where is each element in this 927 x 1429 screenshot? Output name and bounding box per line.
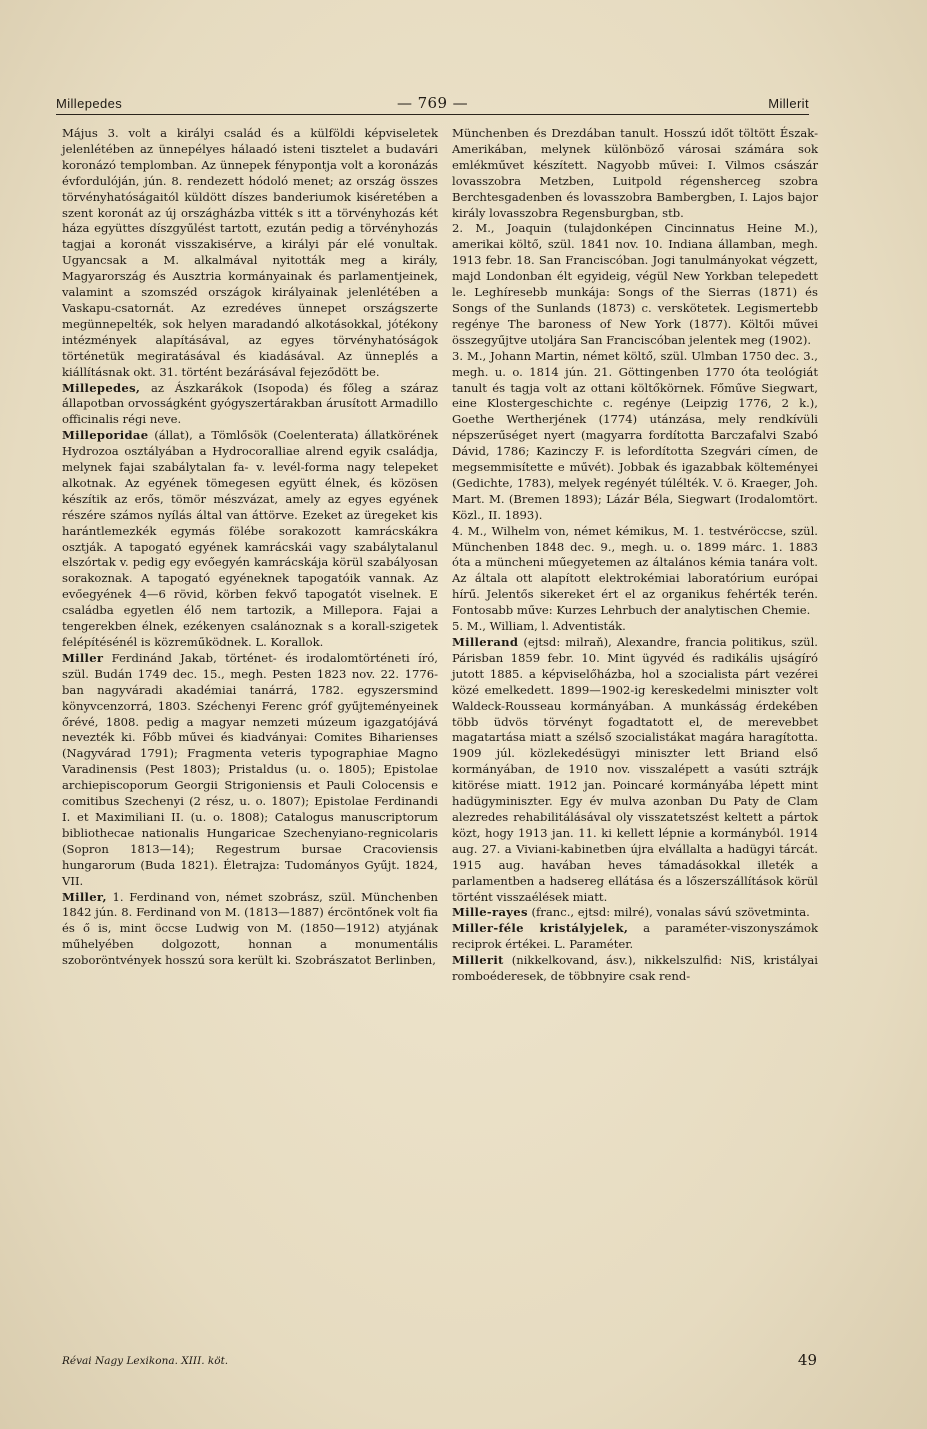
header-right-keyword: Millerit [768,96,809,111]
footer-volume: Révai Nagy Lexikona. XIII. köt. [62,1355,229,1367]
entry-headword: Miller-féle kristályjelek, [452,921,629,936]
entry-text: (állat), a Tömlősök (Coelenterata) állatkörének Hydrozoa osztályában a Hydrocoralliae alrend egyik családja, melynek fajai szabálytalan fa- v. levél-forma nagy telepeket alkotnak. Az egyének tömegesen együtt élnek, és közösen készítik az erős, tömör mészvázat, amely az egyes egyének részére számos nyílás által van áttörve. Ezeket az üregeket kis harántlemezkék egymás fölébe sorakozott kamrácskákra osztják. A tapogató egyének kamrácskái vagy szabálytalanul elszórtak v. pedig egy evőegyén kamrácskája körül szabályosan sorakoznak. A tapogató egyéneknek tapogatóik vannak. Az evőegyének 4—6 rövid, körben fekvő tapogatót viselnek. E családba egyetlen élő nem tartozik, a Millepora. Fajai a tengerekben élnek, ezékenyen csalánoznak s a korall-szigetek felépítésénél is közreműködnek. L. Korallok. [62,428,438,649]
entry-text: (nikkelkovand, ásv.), nikkelszulfid: NiS, kristályai romboéderesek, de többnyire csak rend- [452,953,818,984]
entry-paragraph [452,524,818,619]
entry-text: 2. M., Joaquin (tulajdonképen Cincinnatus Heine M.), amerikai költő, szül. 1841 nov. 10. Indiana államban, megh. 1913 febr. 18. San Franciscóban. Jogi tanulmányokat végzett, majd Londonban élt egyideig, végül New Yorkban telepedett le. Leghíresebb munkája: Songs of the Sierras (1871) és Songs of the Sunlands (1873) c. verskötetek. Legismertebb regénye The baroness of New York (1877). Költői művei összegyűjtve utoljára San Franciscóban jelentek meg (1902). [452,221,818,347]
entry-text: 3. M., Johann Martin, német költő, szül. Ulmban 1750 dec. 3., megh. u. o. 1814 jún. 21. Göttingenben 1770 óta teológiát tanult és tagja volt az ottani költőkörnek. Főműve Siegwart, eine Klostergeschichte c. regénye (Leipzig 1776, 2 k.), Goethe Wertherjének (1774) utánzása, mely rendkívüli népszerűséget nyert (magyarra fordította Barczafalvi Szabó Dávid, 1786; Kazinczy F. is lefordította Szegvári címen, de megsemmisítette e művét). Jobbak és igazabbak költeményei (Gedichte, 1783), melyek regényét túlélték. V. ö. Kraeger, Joh. Mart. M. (Bremen 1893); Lázár Béla, Siegwart (Irodalomtört. Közl., II. 1893). [452,348,818,522]
entry-paragraph [62,428,438,651]
entry-text: 1. Ferdinand von, német szobrász, szül. Münchenben 1842 jún. 8. Ferdinand von M. (1813—1887) ércöntőnek volt fia és ő is, mint öccse Ludwig von M. (1850—1912) atyjának műhelyében dolgozott, honnan a monumentális szoboröntvények hosszú sora került ki. Szobrászatot Berlinben, [62,889,438,968]
entry-paragraph [452,953,818,985]
entry-headword: Millepedes, [62,380,141,395]
header-left-keyword: Millepedes [56,96,123,111]
entry-text: (ejtsd: milraň), Alexandre, francia politikus, szül. Párisban 1859 febr. 10. Mint ügyvéd és radikális ujságíró jutott 1885. a képviselőházba, hol a szocialista párt vezérei közé emelkedett. 1899—1902-ig kereskedelmi miniszter volt Waldeck-Rousseau kormányában. A munkásság érdekében több üdvös törvényt fogadtatott el, de merevebbet magatartása miatt a szélső szocialistákat magára haragította. 1909 júl. közlekedésügyi miniszter lett Briand első kormányában, de 1910 nov. visszalépett a vasúti sztrájk kitörése miatt. 1912 jan. Poincaré kormányába lépett mint hadügyminiszter. Egy év mulva azonban Du Paty de Clam alezredes rehabilitálásával oly visszatetszést keltett a pártok közt, hogy 1913 jan. 11. ki kellett lépnie a kormányból. 1914 aug. 27. a Viviani-kabinetben újra elvállalta a hadügyi tárcát. 1915 aug. havában heves támadásokkal illeték a parlamentben a hadsereg ellátása és a lőszerszállítások körül történt visszaélések miatt. [452,635,818,904]
entry-text: Ferdinánd Jakab, történet- és irodalomtörténeti író, szül. Budán 1749 dec. 15., megh. Pesten 1823 nov. 22. 1776-ban nagyváradi akadémiai tanárrá, 1782. egyszersmind könyvcenzorrá, 1803. Széchenyi Ferenc gróf gyűjteményeinek őrévé, 1808. pedig a magyar nemzeti múzeum igazgatójává nevezték ki. Főbb művei és kiadványai: Comites Biharienses (Nagyvárad 1791); Fragmenta veteris typographiae Magno Varadinensis (Pest 1803); Pristaldus (u. o. 1805); Epistolae archiepiscoporum Georgii Strigoniensis et Pauli Colocensis e comitibus Szechenyi (2 rész, u. o. 1807); Epistolae Ferdinandi I. et Maximiliani II. (u. o. 1808); Catalogus manuscriptorum bibliothecae nationalis Hungaricae Szechenyiano-regnicolaris (Sopron 1813—14); Regestrum bursae Cracoviensis hungarorum (Buda 1821). Életrajza: Tudományos Gyűjt. 1824, VII. [62,650,438,888]
entry-paragraph [62,381,438,429]
entry-text: (franc., ejtsd: milré), vonalas sávú szövetminta. [527,905,810,920]
header-rule [56,114,809,115]
running-header [56,94,809,116]
entry-headword: Millerit [452,953,504,968]
left-column [62,126,438,969]
entry-text: 4. M., Wilhelm von, német kémikus, M. 1. testvéröccse, szül. Münchenben 1848 dec. 9., megh. u. o. 1899 márc. 1. 1883 óta a müncheni műegyetemen az általános kémia tanára volt. Az általa ott alapított elektrokémiai laboratórium európai hírű. Jelentős sikereket ért el az organikus fehérték terén. Fontosabb műve: Kurzes Lehrbuch der analytischen Chemie. [452,523,818,618]
entry-headword: Millerand [452,635,519,649]
entry-paragraph [452,619,818,635]
entry-headword: Miller [62,650,104,665]
footer-signature: 49 [797,1351,817,1369]
entry-paragraph [452,126,818,221]
right-column [452,126,818,985]
entry-headword: Mille-rayes [452,905,528,920]
entry-paragraph [452,221,818,348]
entry-text: Május 3. volt a királyi család és a külföldi képviseletek jelenlétében az ünnepélyes hálaadó isteni tisztelet a budavári koronázó templomban. Az ünnepek fénypontja volt a koronázás évfordulóján, jún. 8. rendezett hódoló menet; az ország összes törvényhatóságaitól küldött díszes banderiumok kiséretében a szent koronát az új országházba vitték s itt a törvényhozás két háza együttes díszgyűlést tartott, ezután pedig a törvényhozás tagjai a koronát visszakisérve, a királyi pár elé vonultak. Ugyancsak a M. alkalmával nyitották meg a király, Magyarország és Ausztria kormányainak és parlamentjeinek, valamint a szomszéd országok királyainak jelenlétében a Vaskapu-csatornát. Az ezredéves ünnepet országszerte megünnepelték, sok helyen maradandó alkotásokkal, jótékony intézmények alapításával, az egyes törvényhatóságok történetük megiratásával és kiadásával. Az ünneplés a kiállításnak okt. 31. történt bezárásával fejeződött be. [62,126,438,379]
entry-paragraph [452,349,818,524]
entry-headword: Milleporidae [62,428,149,443]
entry-paragraph [452,905,818,921]
page-number: — 769 — [397,94,468,112]
entry-headword: Miller, [62,889,107,904]
entry-text: Münchenben és Drezdában tanult. Hosszú időt töltött Észak-Amerikában, melynek különböző városai számára sok emlékművet készített. Nagyobb művei: I. Vilmos császár lovasszobra Metzben, Luitpold régensherceg szobra Berchtesgadenben és lovasszobra Bambergben, I. Lajos bajor király lovasszobra Regensburgban, stb. [452,126,818,220]
entry-text: 5. M., William, l. Adventisták. [452,619,626,634]
page-footer [62,1351,817,1369]
entry-paragraph [452,921,818,953]
entry-paragraph [62,890,438,970]
entry-paragraph [62,126,438,381]
entry-paragraph [62,651,438,890]
entry-paragraph [452,635,818,905]
entry-text: a paraméter-viszonyszámok reciprok értékei. L. Paraméter. [452,921,818,952]
entry-text: az Ászkarákok (Isopoda) és főleg a száraz állapotban orvosságként gyógyszertárakban árusított Armadillo officinalis régi neve. [62,380,438,427]
